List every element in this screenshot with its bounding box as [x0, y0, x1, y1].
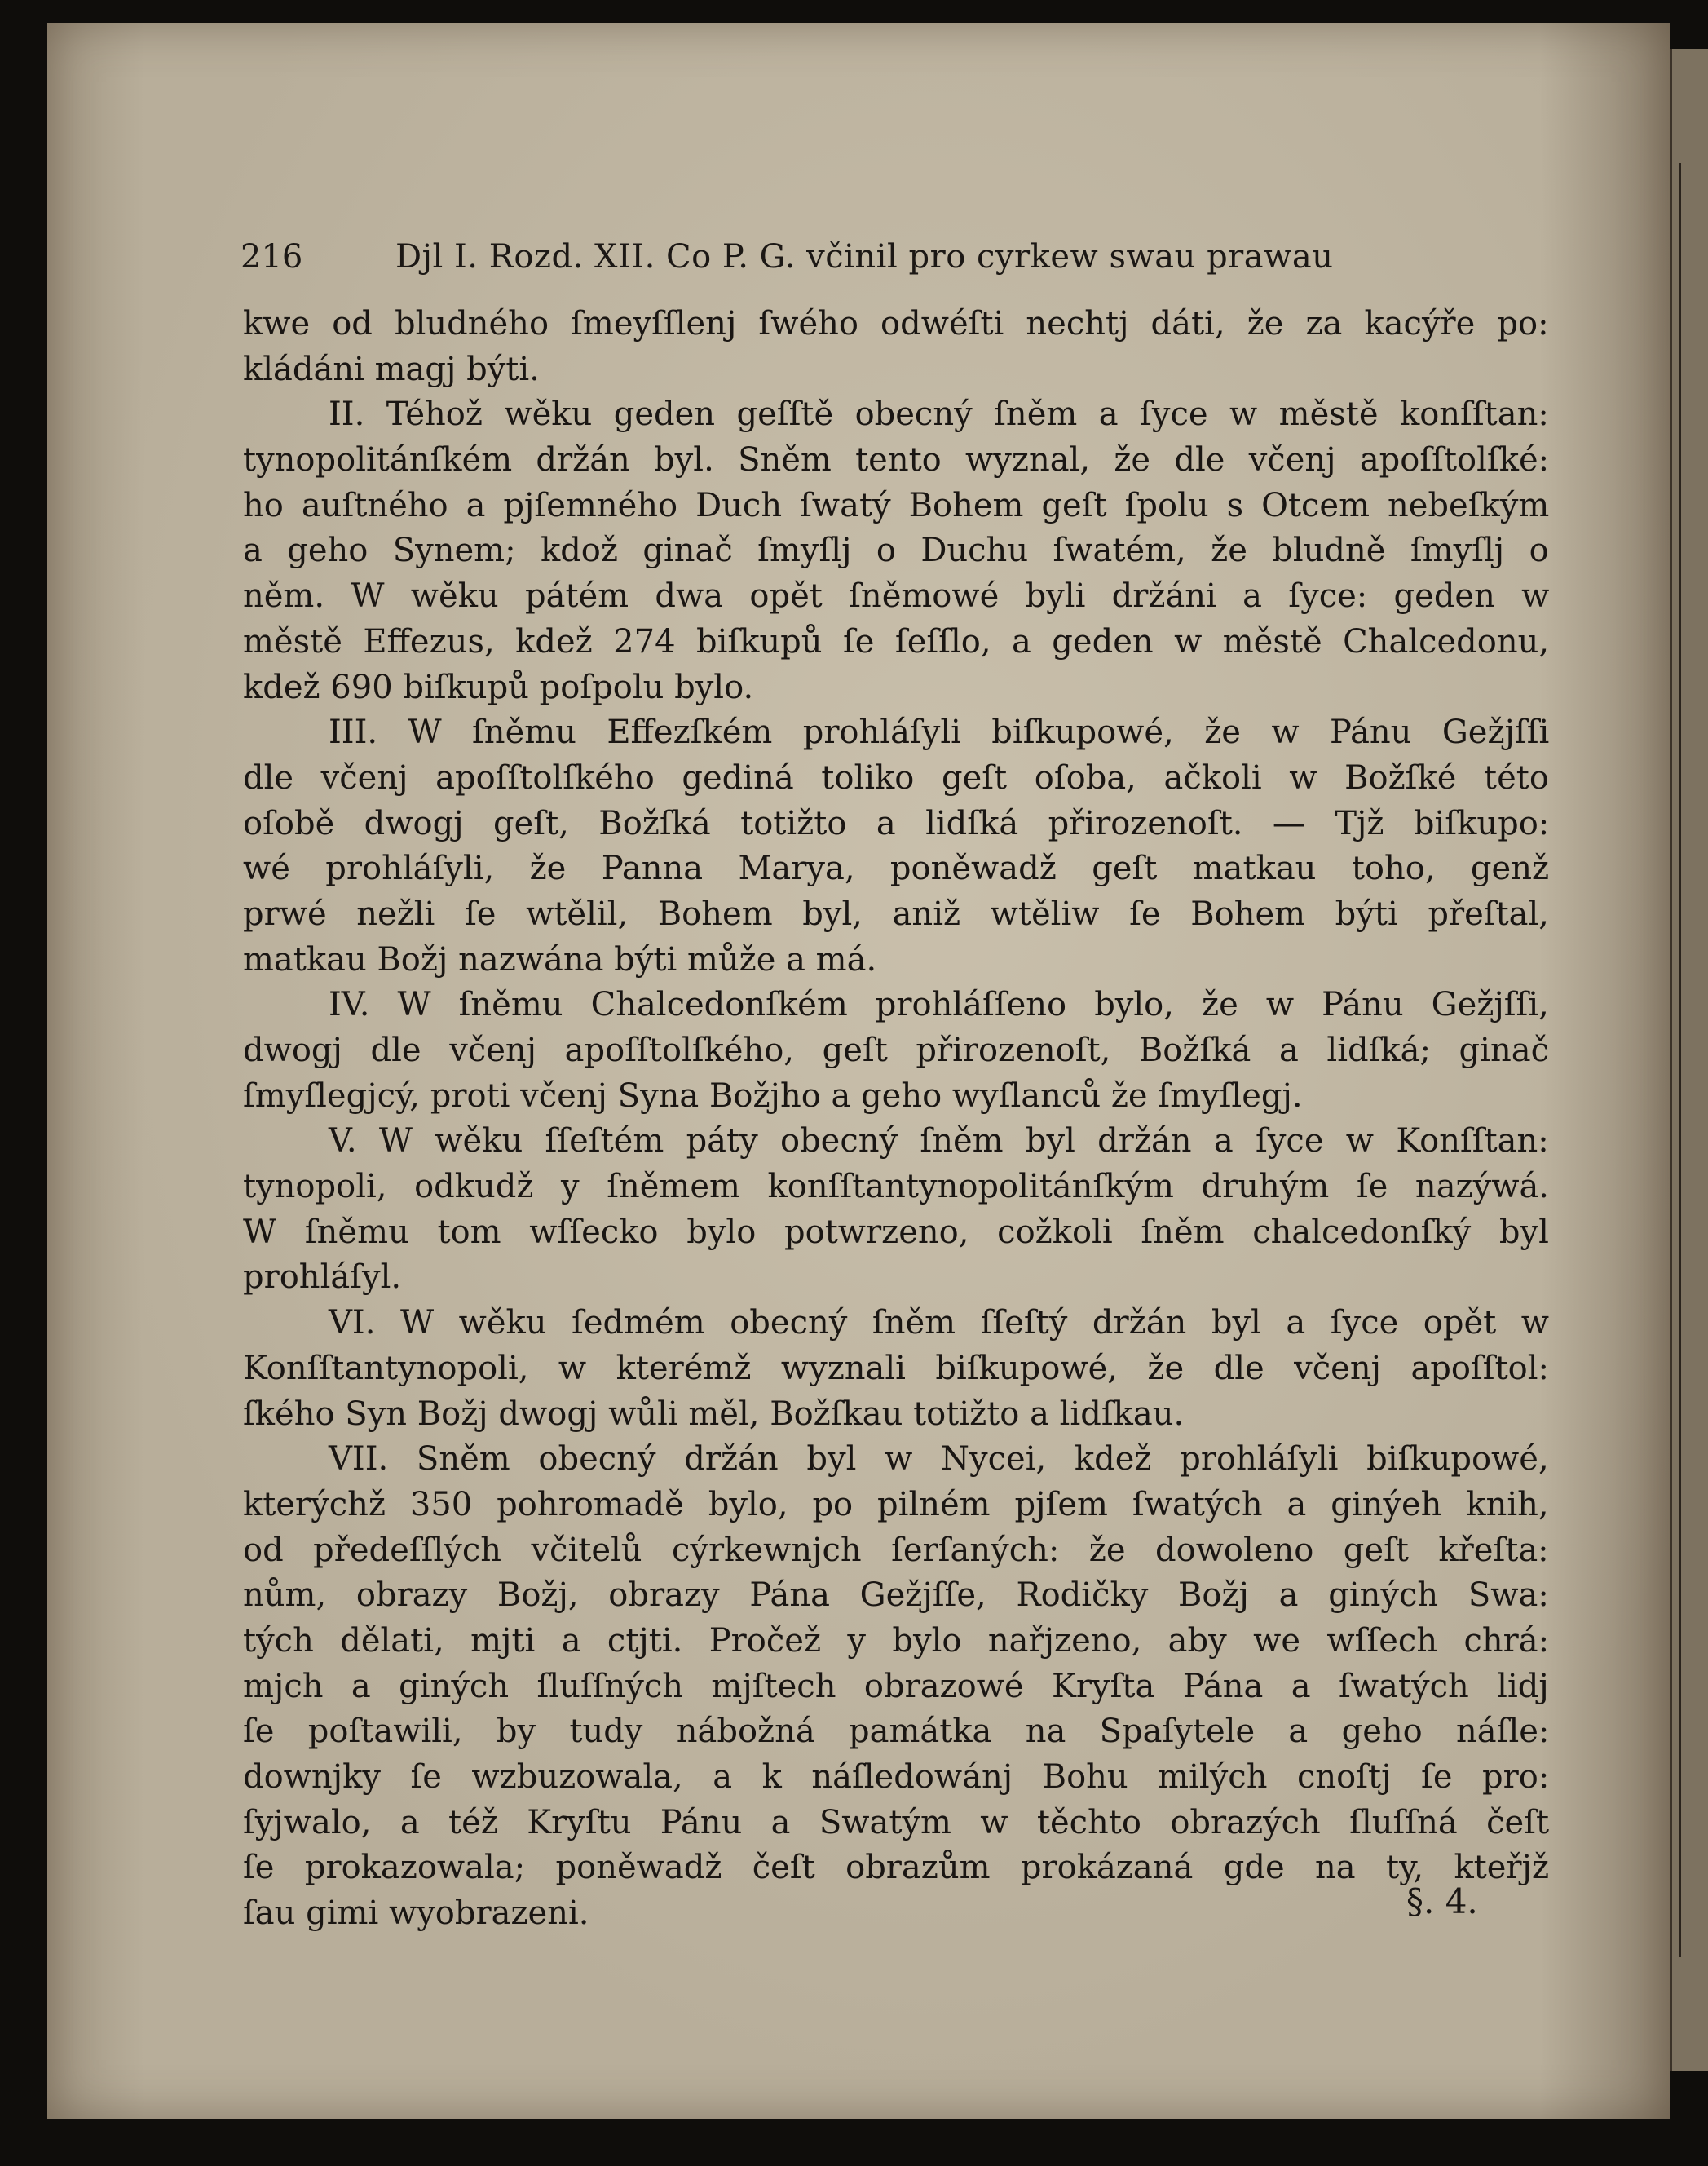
- text-line: tynopolitánſkém držán byl. Sněm tento wyznal, že dle včenj apoſſtolſké:: [243, 441, 1550, 480]
- text-line: ſe poſtawili, by tudy nábožná památka na Spaſytele a geho náſle:: [243, 1713, 1550, 1751]
- text-line: matkau Božj nazwána býti může a má.: [243, 940, 877, 979]
- text-line: kwe od bludného ſmeyſſlenj ſwého odwéſti nechtj dáti, že za kacýře po:: [243, 305, 1549, 343]
- text-line: II. Téhož wěku geden geſſtě obecný ſněm a ſyce w městě konſſtan:: [329, 396, 1549, 434]
- text-line: VII. Sněm obecný držán byl w Nycei, kdež prohláſyli biſkupowé,: [329, 1440, 1549, 1479]
- text-line: tých dělati, mjti a ctjti. Pročež y bylo nařjzeno, aby we wſſech chrá:: [243, 1621, 1550, 1660]
- text-line: V. W wěku ſſeſtém páty obecný ſněm byl držán a ſyce w Konſſtan:: [329, 1122, 1549, 1160]
- text-line: ſyjwalo, a též Kryſtu Pánu a Swatým w těchto obrazých ſluſſná čeſt: [243, 1803, 1550, 1841]
- text-line: downjky ſe wzbuzowala, a k náſledowánj Bohu milých cnoſtj ſe pro:: [243, 1758, 1550, 1796]
- text-line: W ſněmu tom wſſecko bylo potwrzeno, cožkoli ſněm chalcedonſký byl: [243, 1213, 1549, 1251]
- facing-page-edge: [1670, 49, 1708, 2071]
- text-line: městě Effezus, kdež 274 biſkupů ſe ſeſſlo, a geden w městě Chalcedonu,: [243, 622, 1550, 661]
- text-line: ſkého Syn Božj dwogj wůli měl, Božſkau totižto a lidſkau.: [243, 1395, 1185, 1433]
- text-line: kládáni magj býti.: [243, 350, 540, 388]
- text-line: prohláſyl.: [243, 1258, 402, 1297]
- text-line: VI. W wěku ſedmém obecný ſněm ſſeſtý držán byl a ſyce opět w: [329, 1304, 1550, 1342]
- text-line: IV. W ſněmu Chalcedonſkém prohláſſeno bylo, že w Pánu Gežjſſi,: [329, 986, 1549, 1024]
- text-line: Konſſtantynopoli, w kterémž wyznali biſkupowé, že dle včenj apoſſtol:: [243, 1349, 1550, 1387]
- catchword: §. 4.: [1406, 1881, 1478, 1921]
- text-line: dwogj dle včenj apoſſtolſkého, geſt přirozenoſt, Božſká a lidſká; ginač: [243, 1032, 1549, 1069]
- text-line: a geho Synem; kdož ginač ſmyſlj o Duchu ſwatém, že bludně ſmyſlj o: [243, 532, 1549, 570]
- text-line: nům, obrazy Božj, obrazy Pána Gežjſſe, Rodičky Božj a giných Swa:: [243, 1576, 1549, 1615]
- text-line: prwé nežli ſe wtělil, Bohem byl, aniž wtěliw ſe Bohem býti přeſtal,: [243, 895, 1550, 933]
- text-line: wé prohláſyli, že Panna Marya, poněwadž geſt matkau toho, genž: [243, 850, 1550, 888]
- page-header: [241, 232, 1537, 281]
- page-body: [243, 302, 1549, 1937]
- text-line: od předeſſlých včitelů cýrkewnjch ſerſaných: že dowoleno geſt křeſta:: [243, 1531, 1549, 1569]
- text-line: něm. W wěku pátém dwa opět ſněmowé byli držáni a ſyce: geden w: [243, 577, 1550, 616]
- text-line: ſmyſlegjcý, proti včenj Syna Božjho a geho wyſlanců že ſmyſlegj.: [243, 1076, 1303, 1115]
- page-gutter-line: [1679, 163, 1681, 1957]
- running-title: Djl I. Rozd. XII. Co P. G. včinil pro cyrkew swau prawau: [395, 238, 1334, 276]
- text-line: tynopoli, odkudž y ſněmem konſſtantynopolitánſkým druhým ſe nazýwá.: [243, 1168, 1550, 1206]
- text-line: III. W ſněmu Effezſkém prohláſyli biſkupowé, že w Pánu Gežjſſi: [329, 714, 1550, 752]
- text-line: ſau gimi wyobrazeni.: [243, 1894, 589, 1933]
- text-line: oſobě dwogj geſt, Božſká totižto a lidſká přirozenoſt. — Tjž biſkupo:: [243, 804, 1550, 842]
- text-line: kterýchž 350 pohromadě bylo, po pilném pjſem ſwatých a ginýeh knih,: [243, 1485, 1549, 1523]
- text-line: dle včenj apoſſtolſkého gediná toliko geſt oſoba, ačkoli w Božſké této: [243, 758, 1549, 797]
- text-line: ſe prokazowala; poněwadž čeſt obrazům prokázaná gde na ty, kteřjž: [243, 1849, 1550, 1887]
- text-line: ho auſtného a pjſemného Duch ſwatý Bohem geſt ſpolu s Otcem nebeſkým: [243, 486, 1550, 524]
- text-line: kdež 690 biſkupů poſpolu bylo.: [243, 668, 754, 706]
- page-number: 216: [241, 238, 303, 276]
- text-line: mjch a giných ſluſſných mjſtech obrazowé Kryſta Pána a ſwatých lidj: [243, 1667, 1549, 1705]
